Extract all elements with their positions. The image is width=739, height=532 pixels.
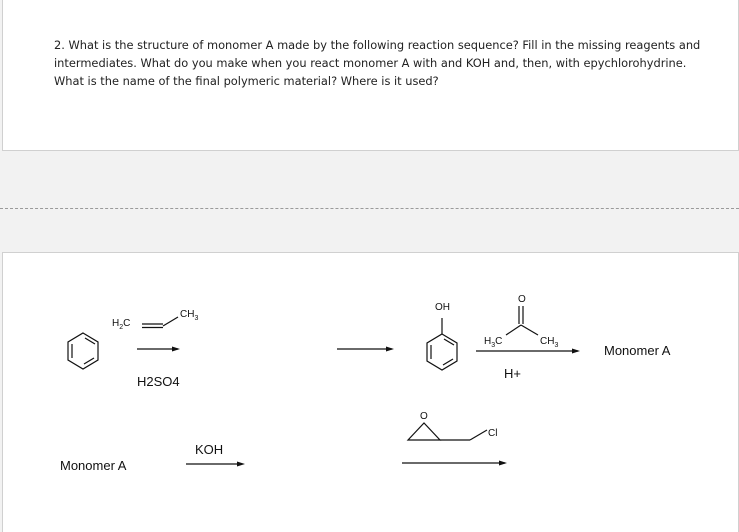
propene-bonds xyxy=(142,317,178,328)
reagent-koh: KOH xyxy=(195,442,224,457)
question-body: What is the structure of monomer A made by the following reaction sequence? Fill in the missing reagents and intermediates. What do you make when you react monomer A with and KOH and, then, with epychlorohydrine. What is the name of the final polymeric material? Where is it used? xyxy=(54,38,701,88)
acetone-h3c-label: $H_3C$ xyxy=(484,336,503,349)
acetone-ch3-label: $CH_3$ xyxy=(540,336,559,349)
acetone-oxygen: O xyxy=(518,294,526,305)
catalyst-h2so4: H2SO4 xyxy=(137,374,180,389)
monomer-a-product: Monomer A xyxy=(604,343,671,358)
propene-ch3-label: $CH_3$ xyxy=(180,309,199,322)
monomer-a-start: Monomer A xyxy=(60,458,127,473)
epoxide-oxygen: O xyxy=(420,411,428,422)
epichlorohydrin-bonds xyxy=(408,423,487,440)
hydroxyl-label: OH xyxy=(435,302,450,313)
benzene-ring-1 xyxy=(68,333,98,369)
catalyst-acid: H+ xyxy=(504,366,521,381)
question-number: 2. xyxy=(54,38,65,52)
acetone-bonds xyxy=(506,306,538,335)
phenol-ring xyxy=(427,318,457,370)
propene-ch2-label: $H_2C$ xyxy=(112,318,131,331)
chloride-label: Cl xyxy=(488,428,498,439)
